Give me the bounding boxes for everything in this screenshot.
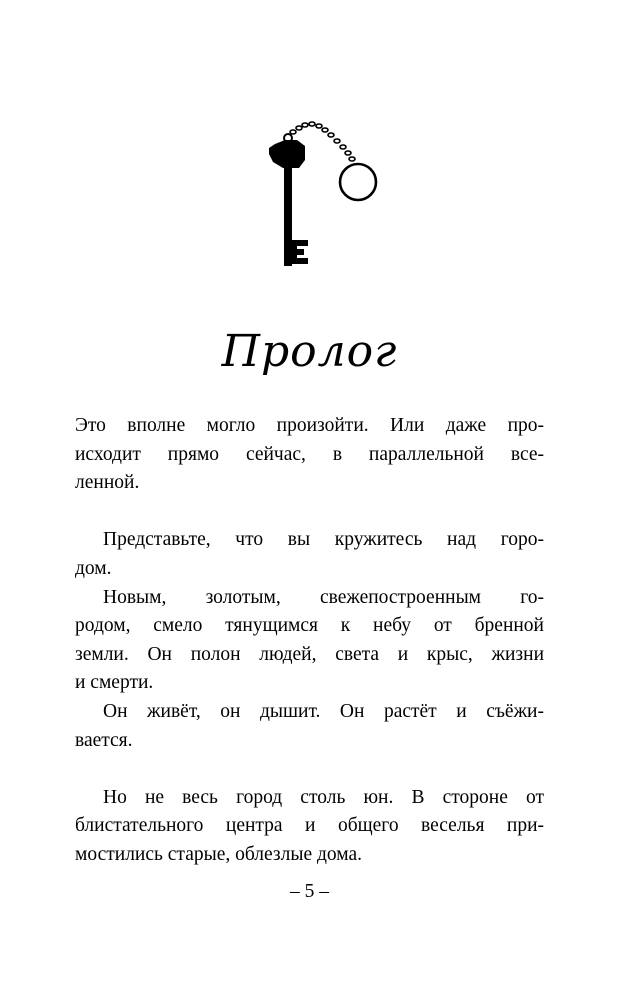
text-line: родом, смело тянущимся к небу от бренной (75, 615, 544, 637)
text-line: Представьте, что вы кружитесь над горо- (103, 529, 544, 551)
text-line: дом. (75, 557, 112, 579)
text-line: вается. (75, 729, 133, 751)
text-line: мостились старые, облезлые дома. (75, 843, 363, 865)
text-line: ленной. (75, 472, 140, 494)
text-line: блистательного центра и общего веселья при- (75, 815, 544, 837)
text-line: земли. Он полон людей, света и крыс, жизни (75, 643, 544, 665)
paragraph-gap (75, 498, 544, 527)
text-line: Но не весь город столь юн. В стороне от (103, 786, 544, 808)
text-line: Он живёт, он дышит. Он растёт и съёжи- (103, 700, 544, 722)
text-line: Новым, золотым, свежепостроенным го- (103, 586, 544, 608)
text-line: и смерти. (75, 672, 154, 694)
paragraph-gap (75, 755, 544, 784)
text-line: исходит прямо сейчас, в параллельной все- (75, 443, 544, 465)
body-text (75, 412, 544, 870)
key-with-chain-and-ring-icon (255, 118, 385, 278)
text-line: Это вполне могло произойти. Или даже про- (75, 415, 544, 436)
page-number: – 5 – (290, 881, 329, 902)
chapter-title: Пролог (221, 326, 398, 377)
